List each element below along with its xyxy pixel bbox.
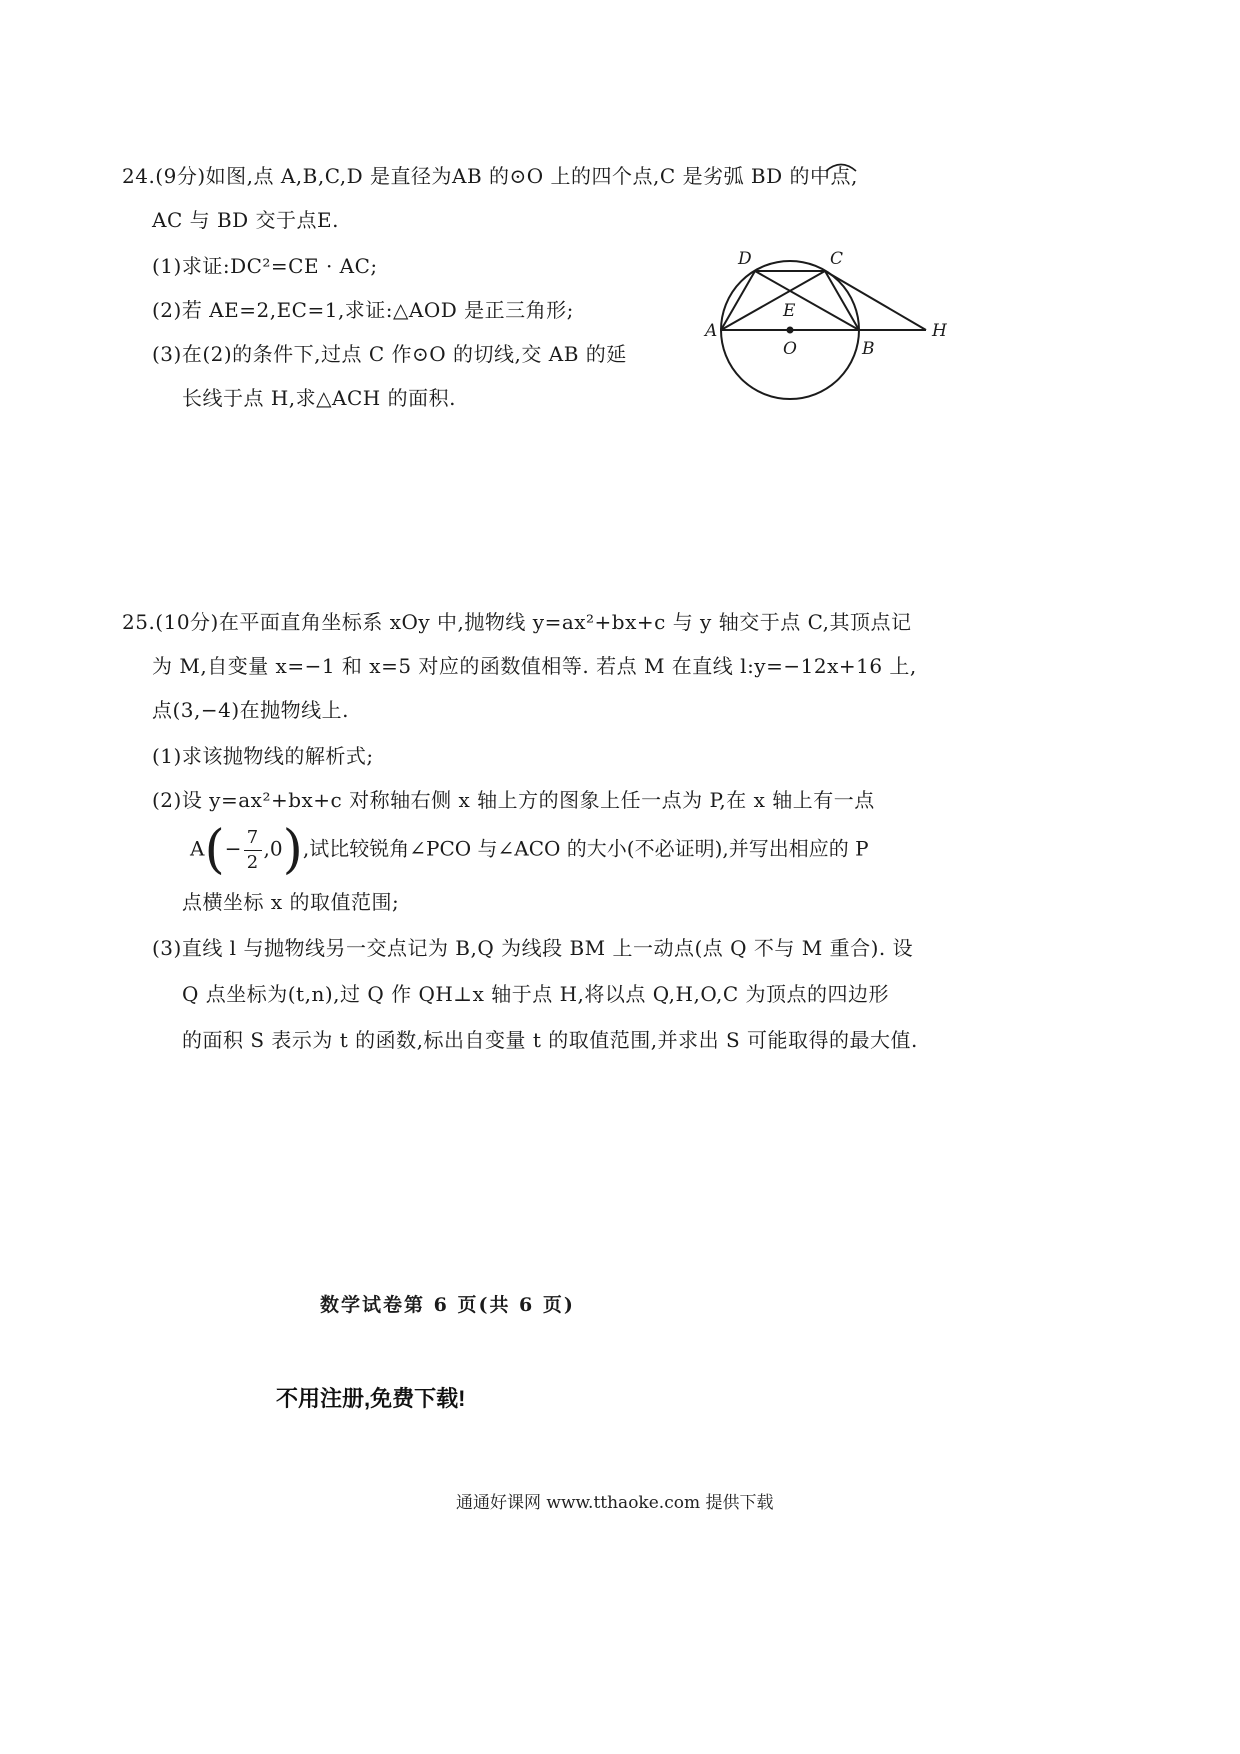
q25-line1: 25.(10分)在平面直角坐标系 xOy 中,抛物线 y=ax²+bx+c 与 y 轴交于点 C,其顶点记 <box>122 610 912 634</box>
page-number: 数学试卷第 6 页(共 6 页) <box>320 1294 575 1316</box>
arc-mark-icon <box>824 160 858 172</box>
q25-part2b-rest: ,试比较锐角∠PCO 与∠ACO 的大小(不必证明),并写出相应的 P <box>302 836 869 861</box>
q24-line2: AC 与 BD 交于点E. <box>152 208 340 232</box>
q25-point-a-expression <box>190 820 869 880</box>
label-a: A <box>705 321 718 341</box>
fraction-denominator: 2 <box>246 851 259 873</box>
minus-sign: − <box>224 836 242 861</box>
q25-line2: 为 M,自变量 x=−1 和 x=5 对应的函数值相等. 若点 M 在直线 l:y=−12x+16 上, <box>152 654 917 678</box>
label-h: H <box>932 321 947 341</box>
label-b: B <box>862 339 875 359</box>
q25-line3: 点(3,−4)在抛物线上. <box>152 698 350 722</box>
segment-ac <box>721 271 825 330</box>
point-a-letter: A <box>190 836 205 861</box>
left-paren-icon: ( <box>204 820 225 880</box>
fraction-numerator: 7 <box>246 826 259 848</box>
label-e: E <box>783 301 796 321</box>
q25-part1: (1)求该抛物线的解析式; <box>152 744 374 768</box>
download-slogan: 不用注册,免费下载! <box>276 1386 466 1411</box>
label-o: O <box>783 339 797 359</box>
center-dot <box>787 327 794 334</box>
label-d: D <box>738 249 752 269</box>
q25-part2c: 点横坐标 x 的取值范围; <box>182 890 400 914</box>
q25-part3b: Q 点坐标为(t,n),过 Q 作 QH⊥x 轴于点 H,将以点 Q,H,O,C 为顶点的四边形 <box>182 982 890 1006</box>
segment-db <box>755 271 859 330</box>
geometry-figure <box>690 238 960 408</box>
site-credit: 通通好课网 www.tthaoke.com 提供下载 <box>456 1493 774 1513</box>
q24-part1: (1)求证:DC²=CE · AC; <box>152 254 378 278</box>
q25-part3c: 的面积 S 表示为 t 的函数,标出自变量 t 的取值范围,并求出 S 可能取得的最大值. <box>182 1028 918 1052</box>
point-a-tail: ,0 <box>263 836 283 861</box>
label-c: C <box>830 249 844 269</box>
q25-part2a: (2)设 y=ax²+bx+c 对称轴右侧 x 轴上方的图象上任一点为 P,在 x 轴上有一点 <box>152 788 875 812</box>
q24-line1: 24.(9分)如图,点 A,B,C,D 是直径为AB 的⊙O 上的四个点,C 是劣弧 BD 的中点, <box>122 164 858 188</box>
q24-part2: (2)若 AE=2,EC=1,求证:△AOD 是正三角形; <box>152 298 574 322</box>
tangent-ch <box>825 271 926 330</box>
q24-part3b: 长线于点 H,求△ACH 的面积. <box>182 386 456 410</box>
fraction <box>244 828 262 873</box>
q25-part3a: (3)直线 l 与抛物线另一交点记为 B,Q 为线段 BM 上一动点(点 Q 不与 M 重合). 设 <box>152 936 914 960</box>
right-paren-icon: ) <box>282 820 303 880</box>
q24-part3a: (3)在(2)的条件下,过点 C 作⊙O 的切线,交 AB 的延 <box>152 342 627 366</box>
